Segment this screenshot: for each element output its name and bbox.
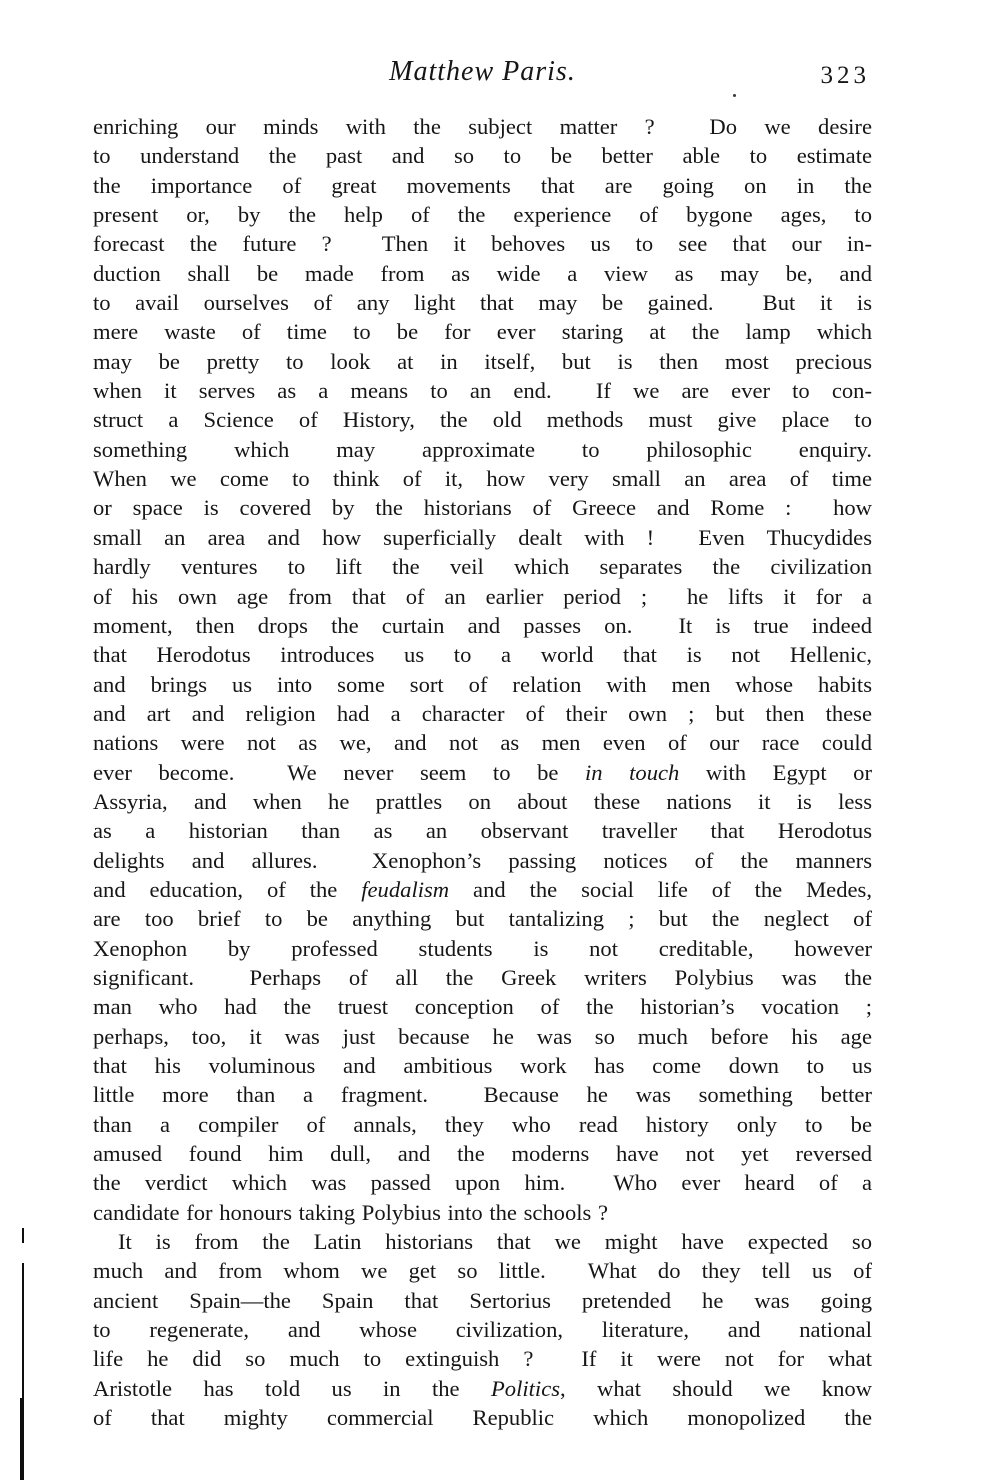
text-line: [93, 200, 872, 229]
text-segment: to regenerate, and whose civilization, literature, and national: [93, 1317, 872, 1343]
text-line: [93, 112, 872, 141]
text-line: [93, 552, 872, 581]
text-segment: man who had the truest conception of the historian’s vocation ;: [93, 994, 872, 1020]
text-segment: than a compiler of annals, they who read history only to be: [93, 1111, 872, 1137]
text-segment: to avail ourselves of any light that may be gained. But it is: [93, 290, 872, 316]
text-segment: of that mighty commercial Republic which monopolized the: [93, 1405, 872, 1431]
text-segment: ancient Spain—the Spain that Sertorius pretended he was going: [93, 1287, 872, 1313]
text-segment: that his voluminous and ambitious work has come down to us: [93, 1053, 872, 1078]
text-line: [93, 376, 872, 405]
text-segment: to understand the past and so to be better able to estimate: [93, 143, 872, 169]
text-line: [93, 1139, 872, 1168]
text-segment: the verdict which was passed upon him. Who ever heard of a: [93, 1170, 872, 1196]
text-line: [93, 464, 872, 493]
text-segment: when it serves as a means to an end. If we are ever to con-: [93, 378, 872, 404]
text-segment: the importance of great movements that are going on in the: [93, 172, 872, 198]
text-line: [93, 259, 872, 288]
text-segment: something which may approximate to philosophic enquiry.: [93, 436, 872, 462]
text-segment: and the social life of the Medes,: [449, 876, 872, 902]
italic-text-segment: feudalism: [361, 876, 450, 902]
text-segment: present or, by the help of the experience of bygone ages, to: [93, 202, 872, 228]
text-line: [93, 875, 872, 904]
text-segment: It is from the Latin historians that we might have expected so: [118, 1229, 872, 1255]
text-block: [93, 112, 872, 1432]
text-segment: are too brief to be anything but tantalizing ; but the neglect of: [93, 906, 872, 932]
text-segment: ever become. We never seem to be: [93, 759, 585, 785]
text-segment: duction shall be made from as wide a view as may be, and: [93, 260, 872, 286]
text-line: [93, 611, 872, 640]
text-line: [93, 1168, 872, 1197]
text-line: [93, 699, 872, 728]
text-segment: and art and religion had a character of their own ; but then these: [93, 700, 872, 726]
page-header: [93, 52, 872, 98]
running-title: Matthew Paris.: [389, 56, 576, 87]
text-segment: much and from whom we get so little. What do they tell us of: [93, 1258, 872, 1284]
text-line: [93, 787, 872, 816]
text-line: [93, 728, 872, 757]
text-line: [93, 758, 872, 787]
text-line: [93, 816, 872, 845]
text-segment: Xenophon by professed students is not creditable, however: [93, 935, 872, 961]
text-segment: Aristotle has told us in the: [93, 1375, 491, 1401]
text-segment: amused found him dull, and the moderns have not yet reversed: [93, 1141, 872, 1167]
text-segment: as a historian than as an observant traveller that Herodotus: [93, 818, 872, 844]
text-line: [93, 1403, 872, 1432]
text-segment: may be pretty to look at in itself, but is then most precious: [93, 348, 872, 374]
text-segment: with Egypt or: [679, 759, 872, 785]
text-line: [93, 229, 872, 258]
text-line: [93, 846, 872, 875]
text-segment: perhaps, too, it was just because he was so much before his age: [93, 1023, 872, 1049]
text-line: [93, 347, 872, 376]
text-segment: and education, of the: [93, 876, 362, 902]
text-line: [93, 1227, 872, 1256]
text-segment: enriching our minds with the subject matter ? Do we desire: [93, 114, 872, 139]
text-segment: and brings us into some sort of relation with men whose habits: [93, 671, 872, 697]
text-line: [93, 1374, 872, 1403]
text-segment: moment, then drops the curtain and passes on. It is true indeed: [93, 612, 872, 638]
text-line: [93, 1315, 872, 1344]
text-line: [93, 493, 872, 522]
text-segment: significant. Perhaps of all the Greek writers Polybius was the: [93, 964, 872, 990]
text-line: [93, 934, 872, 963]
text-line: [93, 640, 872, 669]
text-segment: of his own age from that of an earlier period ; he lifts it for a: [93, 583, 872, 609]
text-line: [93, 1344, 872, 1373]
text-line: [93, 670, 872, 699]
scan-dot-artifact: [733, 94, 736, 97]
page-number: 323: [820, 62, 870, 89]
text-segment: that Herodotus introduces us to a world that is not Hellenic,: [93, 642, 872, 668]
text-line: [93, 904, 872, 933]
text-line: [93, 963, 872, 992]
text-line: [93, 141, 872, 170]
text-line: [93, 1080, 872, 1109]
text-segment: delights and allures. Xenophon’s passing notices of the manners: [93, 847, 872, 873]
text-segment: or space is covered by the historians of Greece and Rome : how: [93, 495, 872, 521]
italic-text-segment: in touch: [584, 759, 680, 785]
text-segment: nations were not as we, and not as men even of our race could: [93, 730, 872, 756]
text-line: [93, 1022, 872, 1051]
text-segment: life he did so much to extinguish ? If it were not for what: [93, 1346, 872, 1372]
italic-text-segment: Politics: [490, 1375, 561, 1401]
text-segment: forecast the future ? Then it behoves us to see that our in-: [93, 231, 872, 257]
text-line: [93, 992, 872, 1021]
text-line: [93, 1110, 872, 1139]
text-line: [93, 582, 872, 611]
text-segment: little more than a fragment. Because he was something better: [93, 1082, 872, 1108]
text-segment: When we come to think of it, how very small an area of time: [93, 466, 872, 492]
text-segment: struct a Science of History, the old methods must give place to: [93, 407, 872, 433]
text-line: [93, 288, 872, 317]
text-segment: mere waste of time to be for ever staring at the lamp which: [93, 319, 872, 345]
text-segment: , what should we know: [560, 1375, 872, 1401]
text-segment: small an area and how superficially dealt with ! Even Thucydides: [93, 524, 872, 550]
text-line: [93, 523, 872, 552]
text-segment: candidate for honours taking Polybius into the schools ?: [93, 1199, 609, 1225]
text-line: [93, 317, 872, 346]
scan-line-artifact-dash: [22, 1228, 24, 1243]
text-line: [93, 405, 872, 434]
text-line: [93, 1198, 872, 1227]
text-segment: hardly ventures to lift the veil which separates the civilization: [93, 554, 872, 580]
text-line: [93, 1286, 872, 1315]
text-segment: Assyria, and when he prattles on about these nations it is less: [93, 788, 872, 814]
text-line: [93, 1256, 872, 1285]
text-line: [93, 435, 872, 464]
scan-line-artifact-thick: [20, 1398, 24, 1480]
text-line: [93, 171, 872, 200]
text-line: [93, 1051, 872, 1080]
